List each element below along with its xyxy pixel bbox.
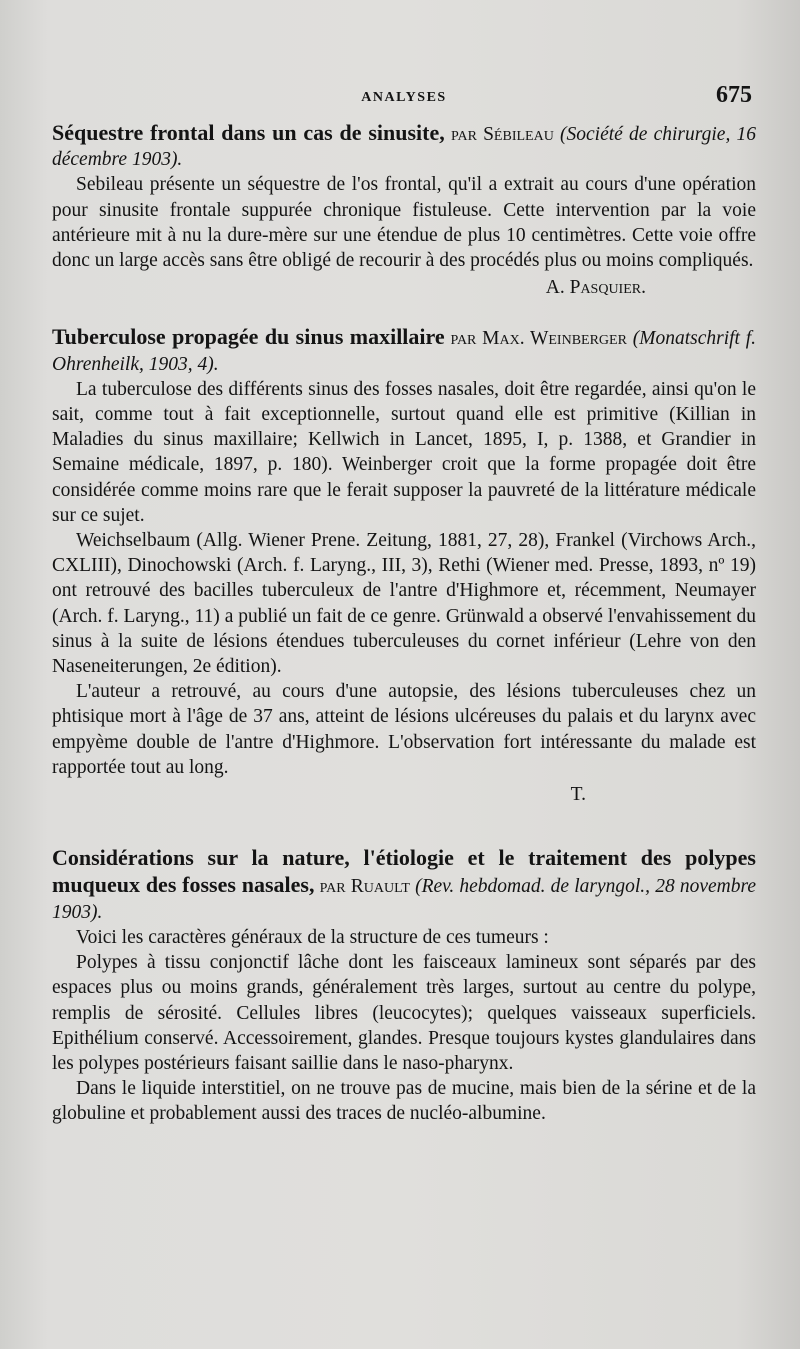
article-polypes [52,845,756,1126]
running-header [52,80,756,120]
article-signature: T. [570,784,586,806]
article-author: par Max. Weinberger [450,328,627,350]
article-paragraph: Polypes à tissu conjonctif lâche dont les faisceaux lamineux sont séparés par des espaces plus ou moins grands, généralement très larges, surtout au centre du polype, remplis de sérosité. Cellules libres (leucocytes); quelques vaisseaux superficiels. Epithélium conservé. Accessoirement, glandes. Presque toujours kystes glandulaires dans les polypes postérieurs faisant saillie dans le naso-pharynx. [52,952,756,1074]
article-signature: A. Pasquier. [545,277,646,299]
article-sequestre [52,120,756,300]
article-paragraph: Sebileau présente un séquestre de l'os frontal, qu'il a extrait au cours d'une opération pour sinusite frontale suppurée chronique fistuleuse. Cette intervention par la voie antérieure mit à nu la dure-mère sur une étendue de plus 10 centimètres. Cette voie offre donc un large accès sans être obligé de recourir à des procédés plus ou moins compliqués. [52,174,756,272]
article-tuberculose [52,324,756,807]
article-paragraph: Weichselbaum (Allg. Wiener Prene. Zeitung, 1881, 27, 28), Frankel (Virchows Arch., CXLIII), Dinochowski (Arch. f. Laryng., III, 3), Rethi (Wiener med. Presse, 1893, nº 19) ont retrouvé des bacilles tuberculeux de l'antre d'Highmore et, récemment, Neumayer (Arch. f. Laryng., 11) a publié un fait de ce genre. Grünwald a observé l'envahissement du sinus à la suite de lésions étendues tuberculeuses du cornet inférieur (Lehre von den Naseneiterungen, 2e édition). [52,530,756,678]
article-title: Tuberculose propagée du sinus maxillaire [52,324,445,350]
running-title: ANALYSES [361,90,447,105]
article-title: Considérations sur la nature, l'étiologie et le traitement des polypes muqueux des fosses nasales, [52,845,756,898]
article-source: (Rev. hebdomad. de laryngol., 28 novembre 1903). [52,876,757,923]
article-author: par Ruault [319,876,410,898]
article-author: par Sébileau [450,124,554,145]
article-source: (Société de chirurgie, 16 décembre 1903). [52,124,757,171]
article-paragraph: La tuberculose des différents sinus des fosses nasales, doit être regardée, ainsi qu'on le sait, comme tout à fait exceptionnelle, surtout quand elle est primitive (Killian in Maladies du sinus maxillaire; Kellwich in Lancet, 1895, I, p. 1388, et Grandier in Semaine médicale, 1897, p. 180). Weinberger croit que la forme propagée doit être considérée comme moins rare que le ferait supposer la pauvreté de la littérature médicale sur ce sujet. [52,378,756,526]
page-number: 675 [716,82,752,108]
article-paragraph: Dans le liquide interstitiel, on ne trouve pas de mucine, mais bien de la sérine et de la globuline et probablement aussi des traces de nucléo-albumine. [52,1078,756,1125]
article-title: Séquestre frontal dans un cas de sinusite, [52,120,445,145]
article-paragraph: Voici les caractères généraux de la structure de ces tumeurs : [76,926,549,948]
article-source: (Monatschrift f. Ohrenheilk, 1903, 4). [52,328,756,375]
article-paragraph: L'auteur a retrouvé, au cours d'une autopsie, des lésions tuberculeuses chez un phtisique mort à l'âge de 37 ans, atteint de lésions ulcéreuses du palais et du larynx avec empyème double de l'antre d'Highmore. L'observation fort intéressante du malade est rapportée tout au long. [52,681,756,778]
